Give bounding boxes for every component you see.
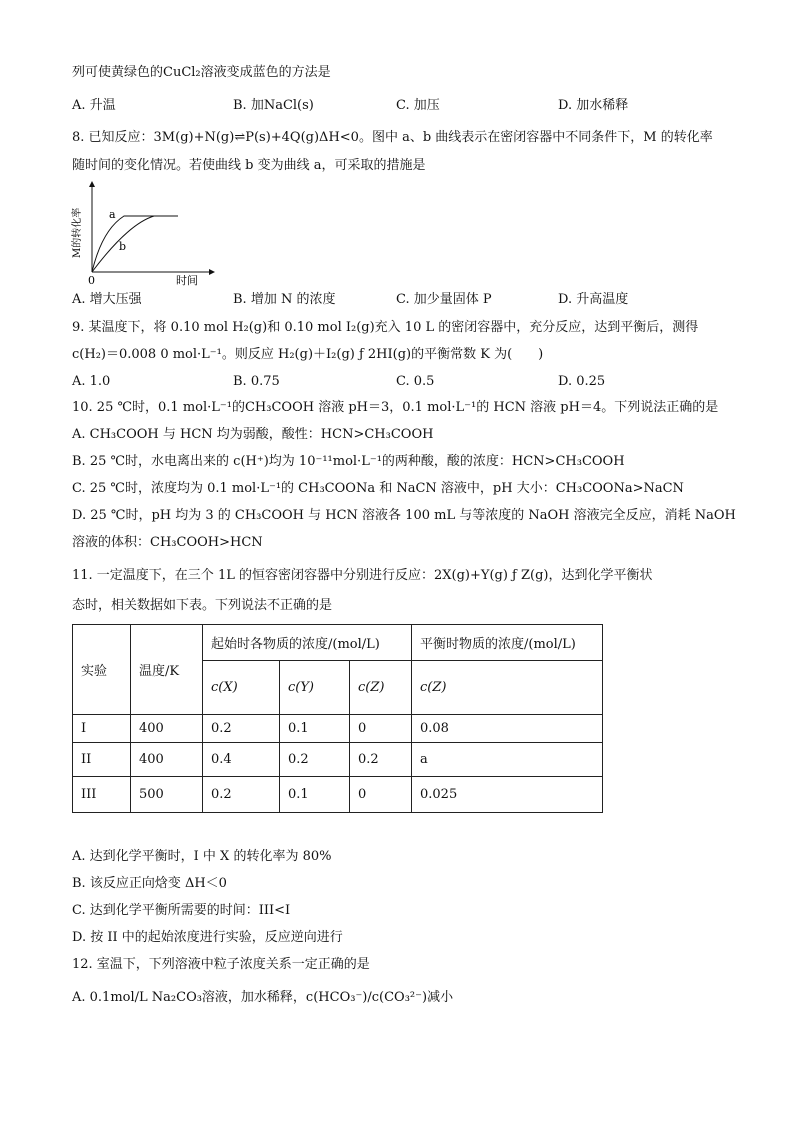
q10-option-b: B. 25 ℃时，水电离出来的 c(H⁺)均为 10⁻¹¹mol·L⁻¹的两种酸，酸的浓度：HCN>CH₃COOH [72,454,625,469]
q10-option-c: C. 25 ℃时，浓度均为 0.1 mol·L⁻¹的 CH₃COONa 和 NaCN 溶液中，pH 大小：CH₃COONa>NaCN [72,481,684,496]
curve-a-label: a [109,208,116,221]
table-cell: a [412,743,603,777]
table-cell: 0.1 [280,777,350,813]
q9-stem-line2: c(H₂)＝0.008 0 mol·L⁻¹。则反应 H₂(g)＋I₂(g) ƒ 2HI(g)的平衡常数 K 为( ) [72,347,544,362]
q7-stem: 列可使黄绿色的CuCl₂溶液变成蓝色的方法是 [72,65,331,80]
table-cell: 0.4 [203,743,280,777]
table-sub-cz: c(Z) [350,661,412,715]
table-cell: 400 [131,743,203,777]
q8-option-d: D. 升高温度 [558,292,629,307]
table-row [73,715,603,743]
q8-stem-line2: 随时间的变化情况。若使曲线 b 变为曲线 a，可采取的措施是 [72,158,426,173]
table-cell: 0.08 [412,715,603,743]
table-header-experiment: 实验 [73,625,131,715]
q9-option-d: D. 0.25 [558,374,606,389]
curve-b [92,216,178,272]
table-cell: 0.2 [203,777,280,813]
q7-option-b: B. 加NaCl(s) [233,98,314,113]
graph-x-label: 时间 [176,274,198,287]
table-sub-cy: c(Y) [280,661,350,715]
q8-stem-line1: 8. 已知反应：3M(g)+N(g)⇌P(s)+4Q(g)ΔH<0。图中 a、b 曲线表示在密闭容器中不同条件下，M 的转化率 [72,130,713,145]
q10-option-a: A. CH₃COOH 与 HCN 均为弱酸，酸性：HCN>CH₃COOH [72,427,434,442]
graph-origin: 0 [88,274,95,287]
q11-option-a: A. 达到化学平衡时，I 中 X 的转化率为 80% [72,849,332,864]
q9-stem-line1: 9. 某温度下，将 0.10 mol H₂(g)和 0.10 mol I₂(g)充入 10 L 的密闭容器中，充分反应，达到平衡后，测得 [72,320,699,335]
q12-stem: 12. 室温下，下列溶液中粒子浓度关系一定正确的是 [72,957,370,972]
q11-option-b: B. 该反应正向焓变 ΔH＜0 [72,876,227,891]
table-sub-cx: c(X) [203,661,280,715]
table-header-equilibrium-conc: 平衡时物质的浓度/(mol/L) [412,625,603,661]
table-row [73,743,603,777]
table-cell: 500 [131,777,203,813]
graph-y-label: M的转化率 [72,207,83,258]
table-cell: 0.2 [280,743,350,777]
table-cell: 0 [350,715,412,743]
q12-option-a: A. 0.1mol/L Na₂CO₃溶液，加水稀释，c(HCO₃⁻)/c(CO₃²⁻)减小 [72,990,454,1005]
q8-option-a: A. 增大压强 [72,292,142,307]
table-sub-cz-eq: c(Z) [412,661,603,715]
q10-option-d-line2: 溶液的体积：CH₃COOH>HCN [72,535,263,550]
q11-option-d: D. 按 II 中的起始浓度进行实验，反应逆向进行 [72,930,343,945]
q7-option-c: C. 加压 [396,98,440,113]
q9-option-b: B. 0.75 [233,374,280,389]
table-cell: II [73,743,131,777]
table-header-temperature: 温度/K [131,625,203,715]
q9-option-c: C. 0.5 [396,374,435,389]
q8-option-c: C. 加少量固体 P [396,292,492,307]
q11-stem-line1: 11. 一定温度下，在三个 1L 的恒容密闭容器中分别进行反应：2X(g)+Y(g) ƒ Z(g)，达到化学平衡状 [72,568,653,583]
q8-option-b: B. 增加 N 的浓度 [233,292,336,307]
q11-option-c: C. 达到化学平衡所需要的时间：III<I [72,903,291,918]
table-row [73,777,603,813]
q9-option-a: A. 1.0 [72,374,111,389]
q7-option-a: A. 升温 [72,98,116,113]
table-cell: 0.1 [280,715,350,743]
table-cell: 0.025 [412,777,603,813]
table-cell: 0 [350,777,412,813]
conversion-time-graph [66,180,216,288]
q7-option-d: D. 加水稀释 [558,98,629,113]
equilibrium-data-table [72,624,603,813]
table-cell: 0.2 [350,743,412,777]
q10-stem: 10. 25 ℃时，0.1 mol·L⁻¹的CH₃COOH 溶液 pH＝3，0.1 mol·L⁻¹的 HCN 溶液 pH＝4。下列说法正确的是 [72,400,719,415]
curve-a [92,216,178,272]
table-cell: I [73,715,131,743]
q10-option-d-line1: D. 25 ℃时，pH 均为 3 的 CH₃COOH 与 HCN 溶液各 100 mL 与等浓度的 NaOH 溶液完全反应，消耗 NaOH [72,508,736,523]
table-header-initial-conc: 起始时各物质的浓度/(mol/L) [203,625,412,661]
table-cell: 0.2 [203,715,280,743]
table-cell: III [73,777,131,813]
curve-b-label: b [119,240,127,253]
q11-stem-line2: 态时，相关数据如下表。下列说法不正确的是 [72,598,333,613]
table-cell: 400 [131,715,203,743]
